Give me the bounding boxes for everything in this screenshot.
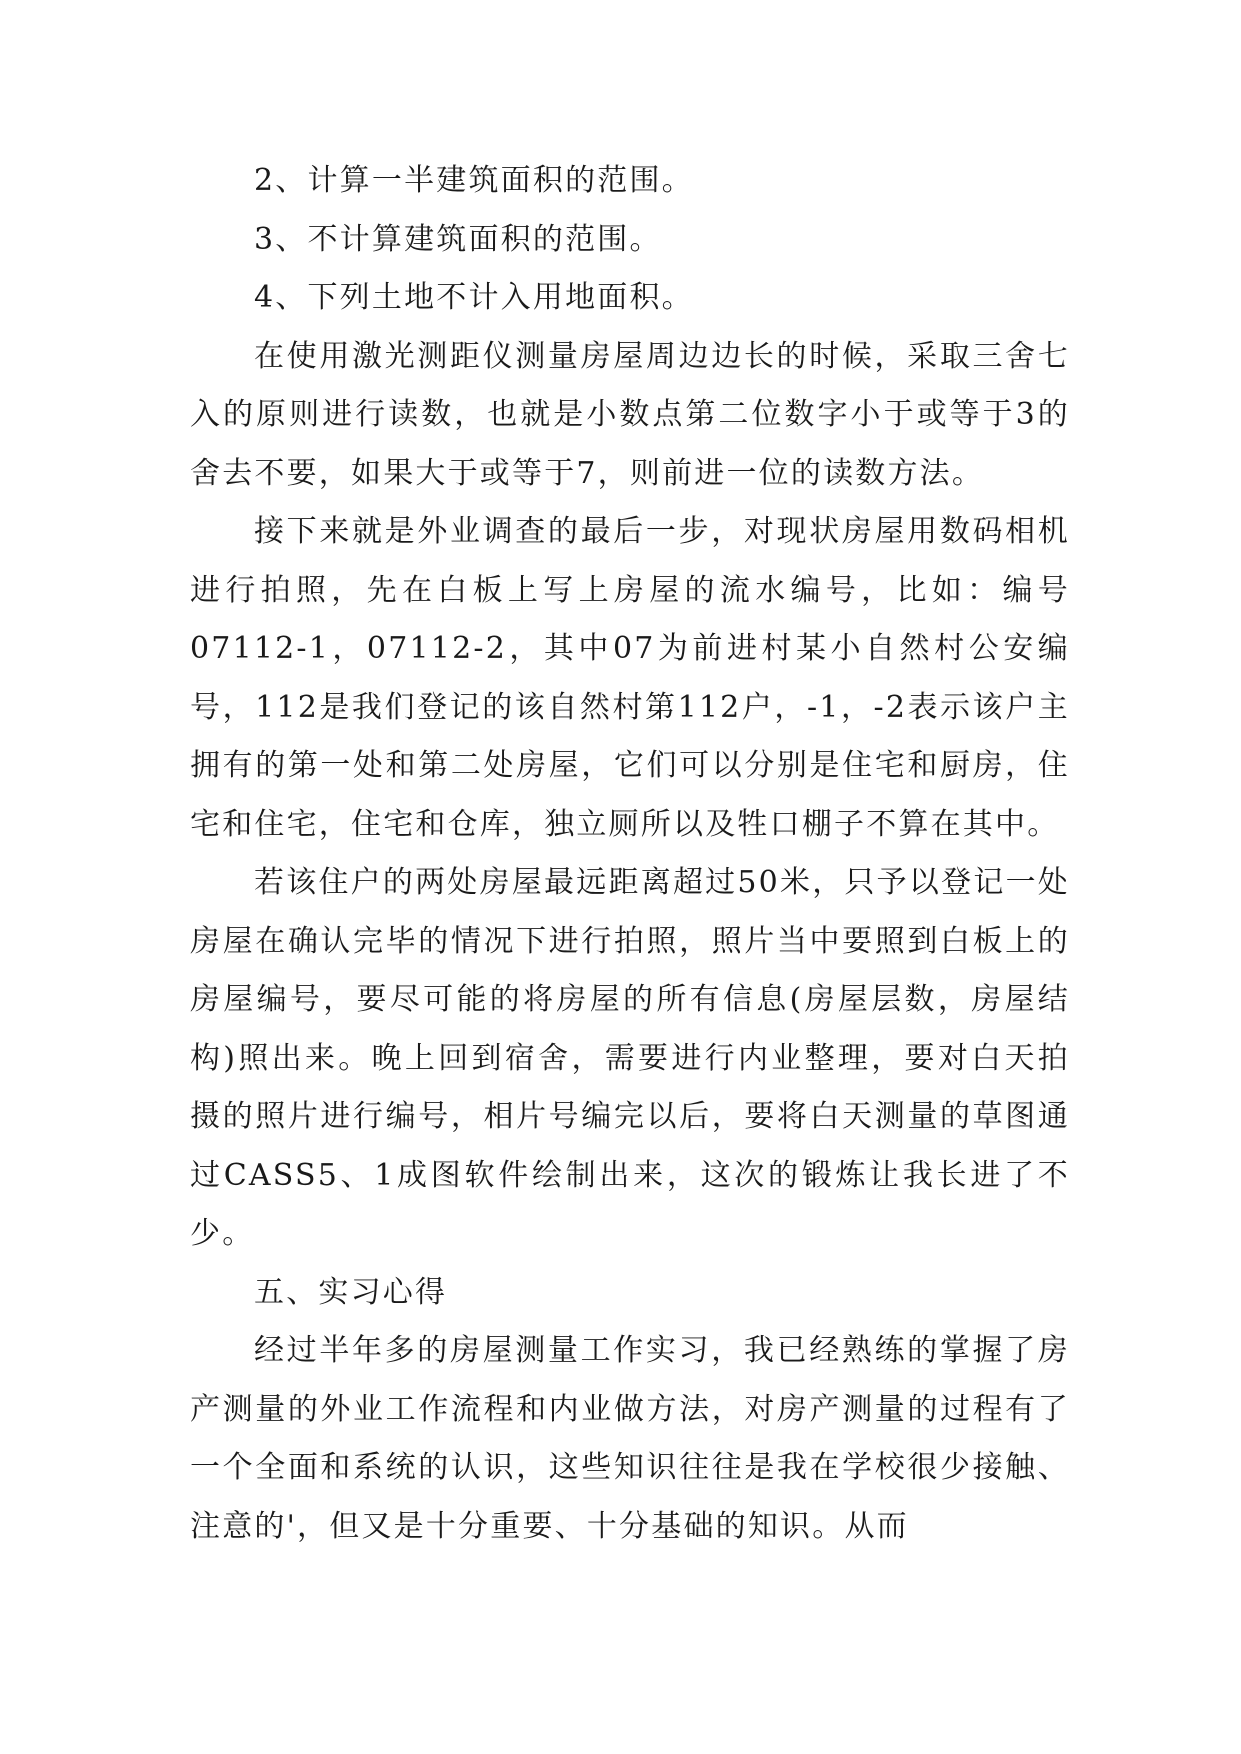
section-heading-internship-reflection: 五、实习心得 [254,1274,448,1310]
paragraph-registration: 若该住户的两处房屋最远距离超过50米，只予以登记一处房屋在确认完毕的情况下进行拍照，照片当中要照到白板上的房屋编号，要尽可能的将房屋的所有信息(房屋层数，房屋结构)照出来。晚上回到宿舍，需要进行内业整理，要对白天拍摄的照片进行编号，相片号编完以后，要将白天测量的草图通过CASS5、1成图软件绘制出来，这次的锻炼让我长进了不少。 [190,865,1070,1251]
list-item-excluded-land: 4、下列土地不计入用地面积。 [254,280,694,315]
paragraph-laser-measurement: 在使用激光测距仪测量房屋周边边长的时候，采取三舍七入的原则进行读数，也就是小数点第二位数字小于或等于3的舍去不要，如果大于或等于7，则前进一位的读数方法。 [190,338,1070,491]
list-item-half-area: 2、计算一半建筑面积的范围。 [254,163,694,198]
paragraph-reflection: 经过半年多的房屋测量工作实习，我已经熟练的掌握了房产测量的外业工作流程和内业做方法，对房产测量的过程有了一个全面和系统的认识，这些知识往往是我在学校很少接触、注意的'，但又是十分重要、十分基础的知识。从而 [190,1333,1070,1544]
list-item-excluded-area: 3、不计算建筑面积的范围。 [254,221,662,257]
paragraph-photography: 接下来就是外业调查的最后一步，对现状房屋用数码相机进行拍照，先在白板上写上房屋的流水编号，比如：编号07112-1，07112-2，其中07为前进村某小自然村公安编号，112是我们登记的该自然村第112户，-1，-2表示该户主拥有的第一处和第二处房屋，它们可以分别是住宅和厨房，住宅和住宅，住宅和仓库，独立厕所以及牲口棚子不算在其中。 [190,514,1070,842]
document-body [190,152,1070,1556]
